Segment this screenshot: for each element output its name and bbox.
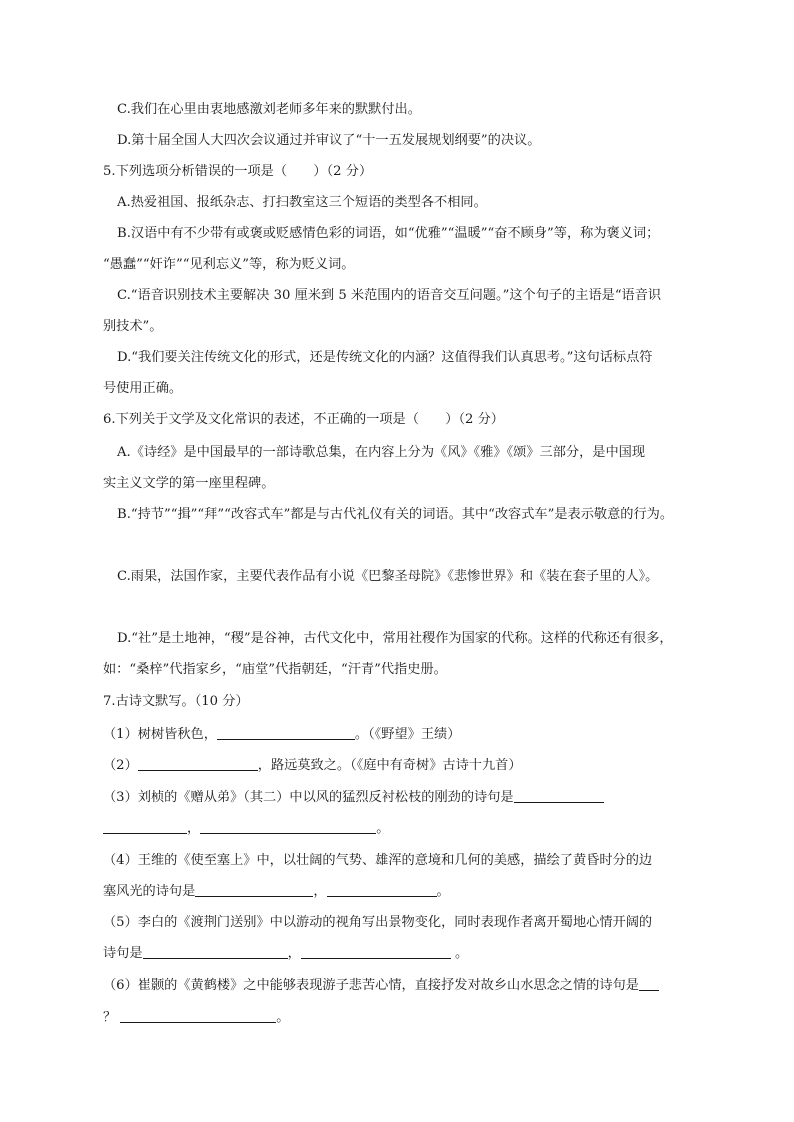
recite-item-6-line2: [103, 1008, 289, 1028]
recite-item-4-line2: [103, 882, 450, 902]
period: 。: [376, 821, 390, 836]
option-b-q6: B.“持节”“揖”“拜”“改容式车”都是与古代礼仪有关的词语。其中“改容式车”是表示敬意的行为。: [117, 507, 674, 522]
answer-blank[interactable]: [301, 944, 451, 959]
recite-item-4-prompt-end: 塞风光的诗句是: [103, 884, 196, 899]
recite-item-6-line1: [103, 976, 659, 996]
answer-blank[interactable]: [138, 756, 258, 771]
answer-blank[interactable]: [327, 882, 437, 897]
recite-item-5-prompt-end: 诗句是: [103, 946, 143, 961]
recite-item-3-prompt: （3）刘桢的《赠从弟》（其二）中以风的猛烈反衬松枝的刚劲的诗句是: [103, 790, 514, 805]
recite-item-5-line2: [103, 944, 468, 964]
question-mark: ？: [103, 1010, 117, 1025]
option-b-q5-line1: B.汉语中有不少带有或褒或贬感情色彩的词语，如“优雅”“温暖”“奋不顾身”等，称为褒义词；: [117, 226, 660, 241]
option-d-q6-line1: D.“社”是土地神，“稷”是谷神，古代文化中，常用社稷作为国家的代称。这样的代称还有很多，: [117, 631, 673, 646]
option-d-q5-line1: D.“我们要关注传统文化的形式，还是传统文化的内涵？这值得我们认真思考。”这句话标点符: [117, 350, 653, 365]
question-6-stem: 6.下列关于文学及文化常识的表述，不正确的一项是（ ）（2 分）: [103, 412, 504, 427]
recite-item-2: [103, 756, 522, 776]
answer-blank[interactable]: [200, 819, 376, 834]
option-c-q6: C.雨果，法国作家，主要代表作品有小说《巴黎圣母院》《悲惨世界》和《装在套子里的人》。: [117, 569, 659, 584]
period: 。: [436, 884, 450, 899]
option-c-q5-line1: C.“语音识别技术主要解决 30 厘米到 5 米范围内的语音交互问题。”这个句子的主语是“语音识: [117, 288, 662, 303]
answer-blank[interactable]: [120, 1008, 276, 1023]
period: 。: [276, 1010, 290, 1025]
recite-item-6-prompt: （6）崔颢的《黄鹤楼》之中能够表现游子悲苦心情，直接抒发对故乡山水思念之情的诗句是: [103, 978, 639, 993]
recite-item-1: [103, 725, 460, 745]
recite-item-3-line2: [103, 819, 389, 839]
answer-blank[interactable]: [217, 725, 355, 740]
comma: ，: [287, 946, 301, 961]
recite-item-1-prefix: （1）树树皆秋色，: [103, 727, 217, 742]
answer-blank[interactable]: [639, 976, 659, 991]
recite-item-2-prefix: （2）: [103, 758, 138, 773]
recite-item-3-line1: [103, 788, 604, 808]
option-c-q5-line2: 别技术”。: [103, 319, 163, 334]
option-d-q5-line2: 号使用正确。: [103, 381, 183, 396]
comma: ，: [313, 884, 327, 899]
recite-item-2-source: ，路远莫致之。（《庭中有奇树》古诗十九首）: [257, 758, 522, 773]
answer-blank[interactable]: [143, 944, 288, 959]
answer-blank[interactable]: [103, 819, 187, 834]
option-b-q5-line2: “愚蠢”“奸诈”“见利忘义”等，称为贬义词。: [103, 257, 355, 272]
period: 。: [450, 946, 469, 961]
option-a-q5: A.热爱祖国、报纸杂志、打扫教室这三个短语的类型各不相同。: [117, 195, 487, 210]
recite-item-1-source: 。（《野望》王绩）: [354, 727, 461, 742]
option-d-q6-line2: 如：“桑梓”代指家乡，“庙堂”代指朝廷，“汗青”代指史册。: [103, 662, 447, 677]
question-5-stem: 5.下列选项分析错误的一项是（ ）（2 分）: [103, 164, 373, 179]
recite-item-4-line1: （4）王维的《使至塞上》中，以壮阔的气势、雄浑的意境和几何的美感，描绘了黄昏时分的边: [103, 853, 653, 868]
question-7-stem: 7.古诗文默写。（10 分）: [103, 694, 249, 709]
answer-blank[interactable]: [195, 882, 313, 897]
recite-item-5-line1: （5）李白的《渡荆门送别》中以游动的视角写出景物变化，同时表现作者离开蜀地心情开阔的: [103, 915, 653, 930]
option-a-q6-line2: 实主义文学的第一座里程碑。: [103, 476, 275, 491]
option-c-q4: C.我们在心里由衷地感激刘老师多年来的默默付出。: [117, 102, 421, 117]
comma: ，: [187, 821, 201, 836]
option-d-q4: D.第十届全国人大四次会议通过并审议了“十一五发展规划纲要”的决议。: [117, 133, 541, 148]
answer-blank[interactable]: [514, 788, 604, 803]
option-a-q6-line1: A.《诗经》是中国最早的一部诗歌总集，在内容上分为《风》《雅》《颂》三部分，是中国现: [117, 445, 646, 460]
